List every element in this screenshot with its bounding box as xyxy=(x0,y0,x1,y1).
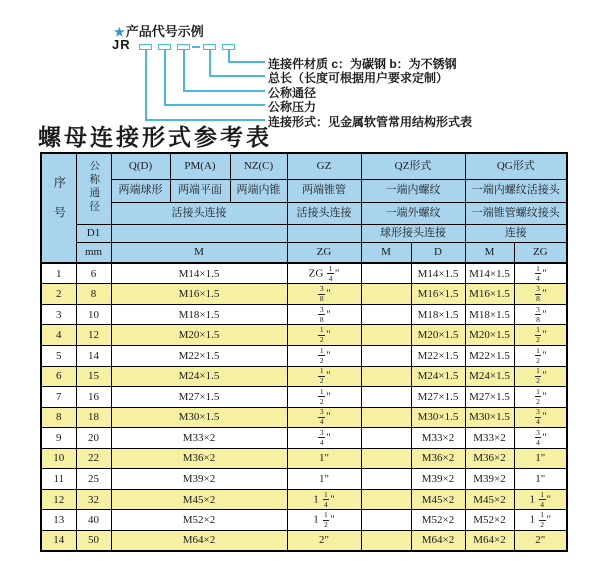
cell-qg-zg: 1" xyxy=(514,469,567,490)
cell-qz-d: M16×1.5 xyxy=(411,284,465,305)
cell-qz-d: M52×2 xyxy=(411,510,465,531)
cell-gz: 1" xyxy=(287,448,361,469)
table-row xyxy=(41,448,567,469)
header-qz-row3: 一端外螺纹 xyxy=(361,202,465,224)
cell-gz: $\frac{3}{4}$ " xyxy=(287,428,361,449)
header-unit-qz-m: M xyxy=(361,242,411,263)
cell-qz-m xyxy=(361,469,411,490)
table-row xyxy=(41,530,567,551)
cell-qg-m: M14×1.5 xyxy=(465,263,514,284)
header-code-gz: GZ xyxy=(287,153,361,179)
header-code-qg: QG形式 xyxy=(465,153,567,179)
cell-dn: 50 xyxy=(76,530,111,551)
cell-seq: 1 xyxy=(41,263,76,284)
header-joint-qpn: 活接头连接 xyxy=(111,202,287,224)
leader-line xyxy=(183,90,265,92)
header-ends-gz: 两端锥管 xyxy=(287,179,361,202)
cell-gz: 1 $\frac{1}{2}$ " xyxy=(287,510,361,531)
cell-qg-m: M22×1.5 xyxy=(465,345,514,366)
cell-qg-zg: $\frac{1}{4}$ " xyxy=(514,263,567,284)
header-seq: 序号 xyxy=(41,153,76,263)
header-unit-m: M xyxy=(111,242,287,263)
cell-dn: 8 xyxy=(76,284,111,305)
header-ends-pm: 两端平面 xyxy=(170,179,230,202)
cell-qz-m xyxy=(361,263,411,284)
cell-dn: 25 xyxy=(76,469,111,490)
cell-dn: 12 xyxy=(76,325,111,346)
cell-gz: 2" xyxy=(287,530,361,551)
cell-qz-m xyxy=(361,387,411,408)
cell-seq: 6 xyxy=(41,366,76,387)
header-mm: mm xyxy=(76,242,111,263)
cell-gz: $\frac{3}{8}$ " xyxy=(287,304,361,325)
header-code-qz: QZ形式 xyxy=(361,153,465,179)
table-row xyxy=(41,469,567,490)
diagram-heading-text: 产品代号示例 xyxy=(125,24,204,39)
cell-qg-m: M24×1.5 xyxy=(465,366,514,387)
cell-seq: 5 xyxy=(41,345,76,366)
cell-gz: $\frac{3}{8}$ " xyxy=(287,284,361,305)
cell-qz-m xyxy=(361,366,411,387)
cell-dn: 16 xyxy=(76,387,111,408)
cell-seq: 12 xyxy=(41,489,76,510)
cell-dn: 40 xyxy=(76,510,111,531)
cell-dn: 6 xyxy=(76,263,111,284)
cell-qg-m: M52×2 xyxy=(465,510,514,531)
cell-seq: 13 xyxy=(41,510,76,531)
cell-qz-d: M45×2 xyxy=(411,489,465,510)
cell-gz: $\frac{1}{2}$ " xyxy=(287,366,361,387)
cell-qg-zg: $\frac{1}{2}$ " xyxy=(514,325,567,346)
cell-qg-m: M39×2 xyxy=(465,469,514,490)
table-body xyxy=(41,263,567,551)
table-row xyxy=(41,345,567,366)
cell-qg-m: M36×2 xyxy=(465,448,514,469)
cell-qg-zg: $\frac{3}{8}$ " xyxy=(514,304,567,325)
header-d1: D1 xyxy=(76,224,111,242)
code-prefix: JR xyxy=(112,37,131,52)
cell-m: M64×2 xyxy=(111,530,287,551)
table-row xyxy=(41,489,567,510)
cell-qz-m xyxy=(361,304,411,325)
leader-line xyxy=(183,50,185,91)
header-qz-row2: 一端内螺纹 xyxy=(361,179,465,202)
star-icon: ★ xyxy=(114,25,125,39)
diagram-label-diameter: 公称通径 xyxy=(268,86,317,100)
cell-qg-m: M45×2 xyxy=(465,489,514,510)
cell-qz-d: M20×1.5 xyxy=(411,325,465,346)
cell-m: M18×1.5 xyxy=(111,304,287,325)
cell-seq: 10 xyxy=(41,448,76,469)
leader-line xyxy=(209,50,211,76)
cell-dn: 15 xyxy=(76,366,111,387)
cell-m: M24×1.5 xyxy=(111,366,287,387)
cell-m: M14×1.5 xyxy=(111,263,287,284)
cell-dn: 14 xyxy=(76,345,111,366)
cell-qg-zg: 1" xyxy=(514,448,567,469)
cell-qz-d: M64×2 xyxy=(411,530,465,551)
header-ends-qd: 两端球形 xyxy=(111,179,170,202)
table-row xyxy=(41,263,567,284)
cell-seq: 11 xyxy=(41,469,76,490)
cell-qz-m xyxy=(361,407,411,428)
cell-qz-d: M24×1.5 xyxy=(411,366,465,387)
cell-qg-zg: $\frac{1}{2}$ " xyxy=(514,366,567,387)
nut-connection-reference-table xyxy=(40,152,568,552)
cell-qg-m: M16×1.5 xyxy=(465,284,514,305)
code-dash xyxy=(192,46,200,48)
leader-line xyxy=(164,50,166,105)
cell-qz-m xyxy=(361,448,411,469)
cell-gz: 1" xyxy=(287,469,361,490)
header-ends-nz: 两端内锥 xyxy=(230,179,287,202)
cell-qz-m xyxy=(361,428,411,449)
cell-m: M52×2 xyxy=(111,510,287,531)
table-row xyxy=(41,366,567,387)
cell-seq: 8 xyxy=(41,407,76,428)
header-unit-qg-zg: ZG xyxy=(514,242,567,263)
cell-m: M36×2 xyxy=(111,448,287,469)
header-unit-qz-d: D xyxy=(411,242,465,263)
cell-qz-m xyxy=(361,345,411,366)
cell-seq: 3 xyxy=(41,304,76,325)
cell-seq: 4 xyxy=(41,325,76,346)
cell-dn: 10 xyxy=(76,304,111,325)
cell-qg-zg: 2" xyxy=(514,530,567,551)
header-qg-row3: 一端锥管螺纹接头 xyxy=(465,202,567,224)
cell-qg-m: M27×1.5 xyxy=(465,387,514,408)
cell-qz-d: M33×2 xyxy=(411,428,465,449)
header-unit-zg: ZG xyxy=(287,242,361,263)
table-row xyxy=(41,510,567,531)
cell-qz-d: M27×1.5 xyxy=(411,387,465,408)
diagram-label-material: 连接件材质 c：为碳钢 b：为不锈钢 xyxy=(268,57,457,71)
cell-qz-d: M22×1.5 xyxy=(411,345,465,366)
cell-qz-d: M30×1.5 xyxy=(411,407,465,428)
cell-qg-m: M30×1.5 xyxy=(465,407,514,428)
cell-m: M30×1.5 xyxy=(111,407,287,428)
header-qg-row2: 一端内螺纹活接头 xyxy=(465,179,567,202)
cell-qg-m: M64×2 xyxy=(465,530,514,551)
cell-qg-zg: 1 $\frac{1}{4}$ " xyxy=(514,489,567,510)
cell-qz-m xyxy=(361,284,411,305)
header-unit-qg-m: M xyxy=(465,242,514,263)
cell-m: M39×2 xyxy=(111,469,287,490)
cell-qg-zg: 1 $\frac{1}{2}$ " xyxy=(514,510,567,531)
header-qg-row4: 连接 xyxy=(465,224,567,242)
cell-gz: $\frac{3}{4}$ " xyxy=(287,407,361,428)
cell-qg-m: M20×1.5 xyxy=(465,325,514,346)
cell-seq: 14 xyxy=(41,530,76,551)
cell-qg-m: M18×1.5 xyxy=(465,304,514,325)
cell-qg-zg: $\frac{1}{2}$ " xyxy=(514,345,567,366)
cell-qg-zg: $\frac{1}{2}$ " xyxy=(514,387,567,408)
cell-m: M45×2 xyxy=(111,489,287,510)
cell-qz-d: M39×2 xyxy=(411,469,465,490)
header-code-nz: NZ(C) xyxy=(230,153,287,179)
cell-m: M20×1.5 xyxy=(111,325,287,346)
table-title: 螺母连接形式参考表 xyxy=(38,125,272,150)
cell-dn: 20 xyxy=(76,428,111,449)
cell-gz: $\frac{1}{2}$ " xyxy=(287,345,361,366)
cell-qg-m: M33×2 xyxy=(465,428,514,449)
table-row xyxy=(41,407,567,428)
cell-qz-m xyxy=(361,489,411,510)
cell-seq: 7 xyxy=(41,387,76,408)
table-row xyxy=(41,325,567,346)
cell-m: M22×1.5 xyxy=(111,345,287,366)
cell-m: M33×2 xyxy=(111,428,287,449)
cell-m: M16×1.5 xyxy=(111,284,287,305)
table-row xyxy=(41,284,567,305)
cell-qg-zg: $\frac{3}{4}$ " xyxy=(514,428,567,449)
cell-qz-d: M18×1.5 xyxy=(411,304,465,325)
leader-line xyxy=(228,61,265,63)
table-row xyxy=(41,304,567,325)
diagram-label-length: 总长（长度可根据用户要求定制） xyxy=(268,71,449,85)
header-code-qd: Q(D) xyxy=(111,153,170,179)
cell-seq: 9 xyxy=(41,428,76,449)
header-qz-row4: 球形接头连接 xyxy=(361,224,465,242)
cell-gz: $\frac{1}{2}$ " xyxy=(287,387,361,408)
header-d1-blank-gz xyxy=(287,224,361,242)
cell-qz-m xyxy=(361,510,411,531)
cell-gz: $\frac{1}{2}$ " xyxy=(287,325,361,346)
cell-dn: 32 xyxy=(76,489,111,510)
leader-line xyxy=(209,75,265,77)
cell-qg-zg: $\frac{3}{8}$ " xyxy=(514,284,567,305)
table-row xyxy=(41,387,567,408)
diagram-label-pressure: 公称压力 xyxy=(268,100,317,114)
header-d1-blank-qpn xyxy=(111,224,287,242)
table-header xyxy=(41,153,567,263)
cell-gz: ZG $\frac{1}{4}$ " xyxy=(287,263,361,284)
cell-qz-d: M36×2 xyxy=(411,448,465,469)
cell-qg-zg: $\frac{3}{4}$ " xyxy=(514,407,567,428)
cell-qz-m xyxy=(361,530,411,551)
header-code-pm: PM(A) xyxy=(170,153,230,179)
leader-line xyxy=(164,104,265,106)
cell-gz: 1 $\frac{1}{4}$ " xyxy=(287,489,361,510)
table-row xyxy=(41,428,567,449)
header-joint-gz: 活接头连接 xyxy=(287,202,361,224)
cell-dn: 18 xyxy=(76,407,111,428)
cell-seq: 2 xyxy=(41,284,76,305)
cell-qz-d: M14×1.5 xyxy=(411,263,465,284)
diagram-label-connection: 连接形式：见金属软管常用结构形式表 xyxy=(268,115,473,129)
leader-line xyxy=(145,50,147,120)
cell-m: M27×1.5 xyxy=(111,387,287,408)
header-dn: 公称通径 xyxy=(76,153,111,224)
cell-dn: 22 xyxy=(76,448,111,469)
cell-qz-m xyxy=(361,325,411,346)
